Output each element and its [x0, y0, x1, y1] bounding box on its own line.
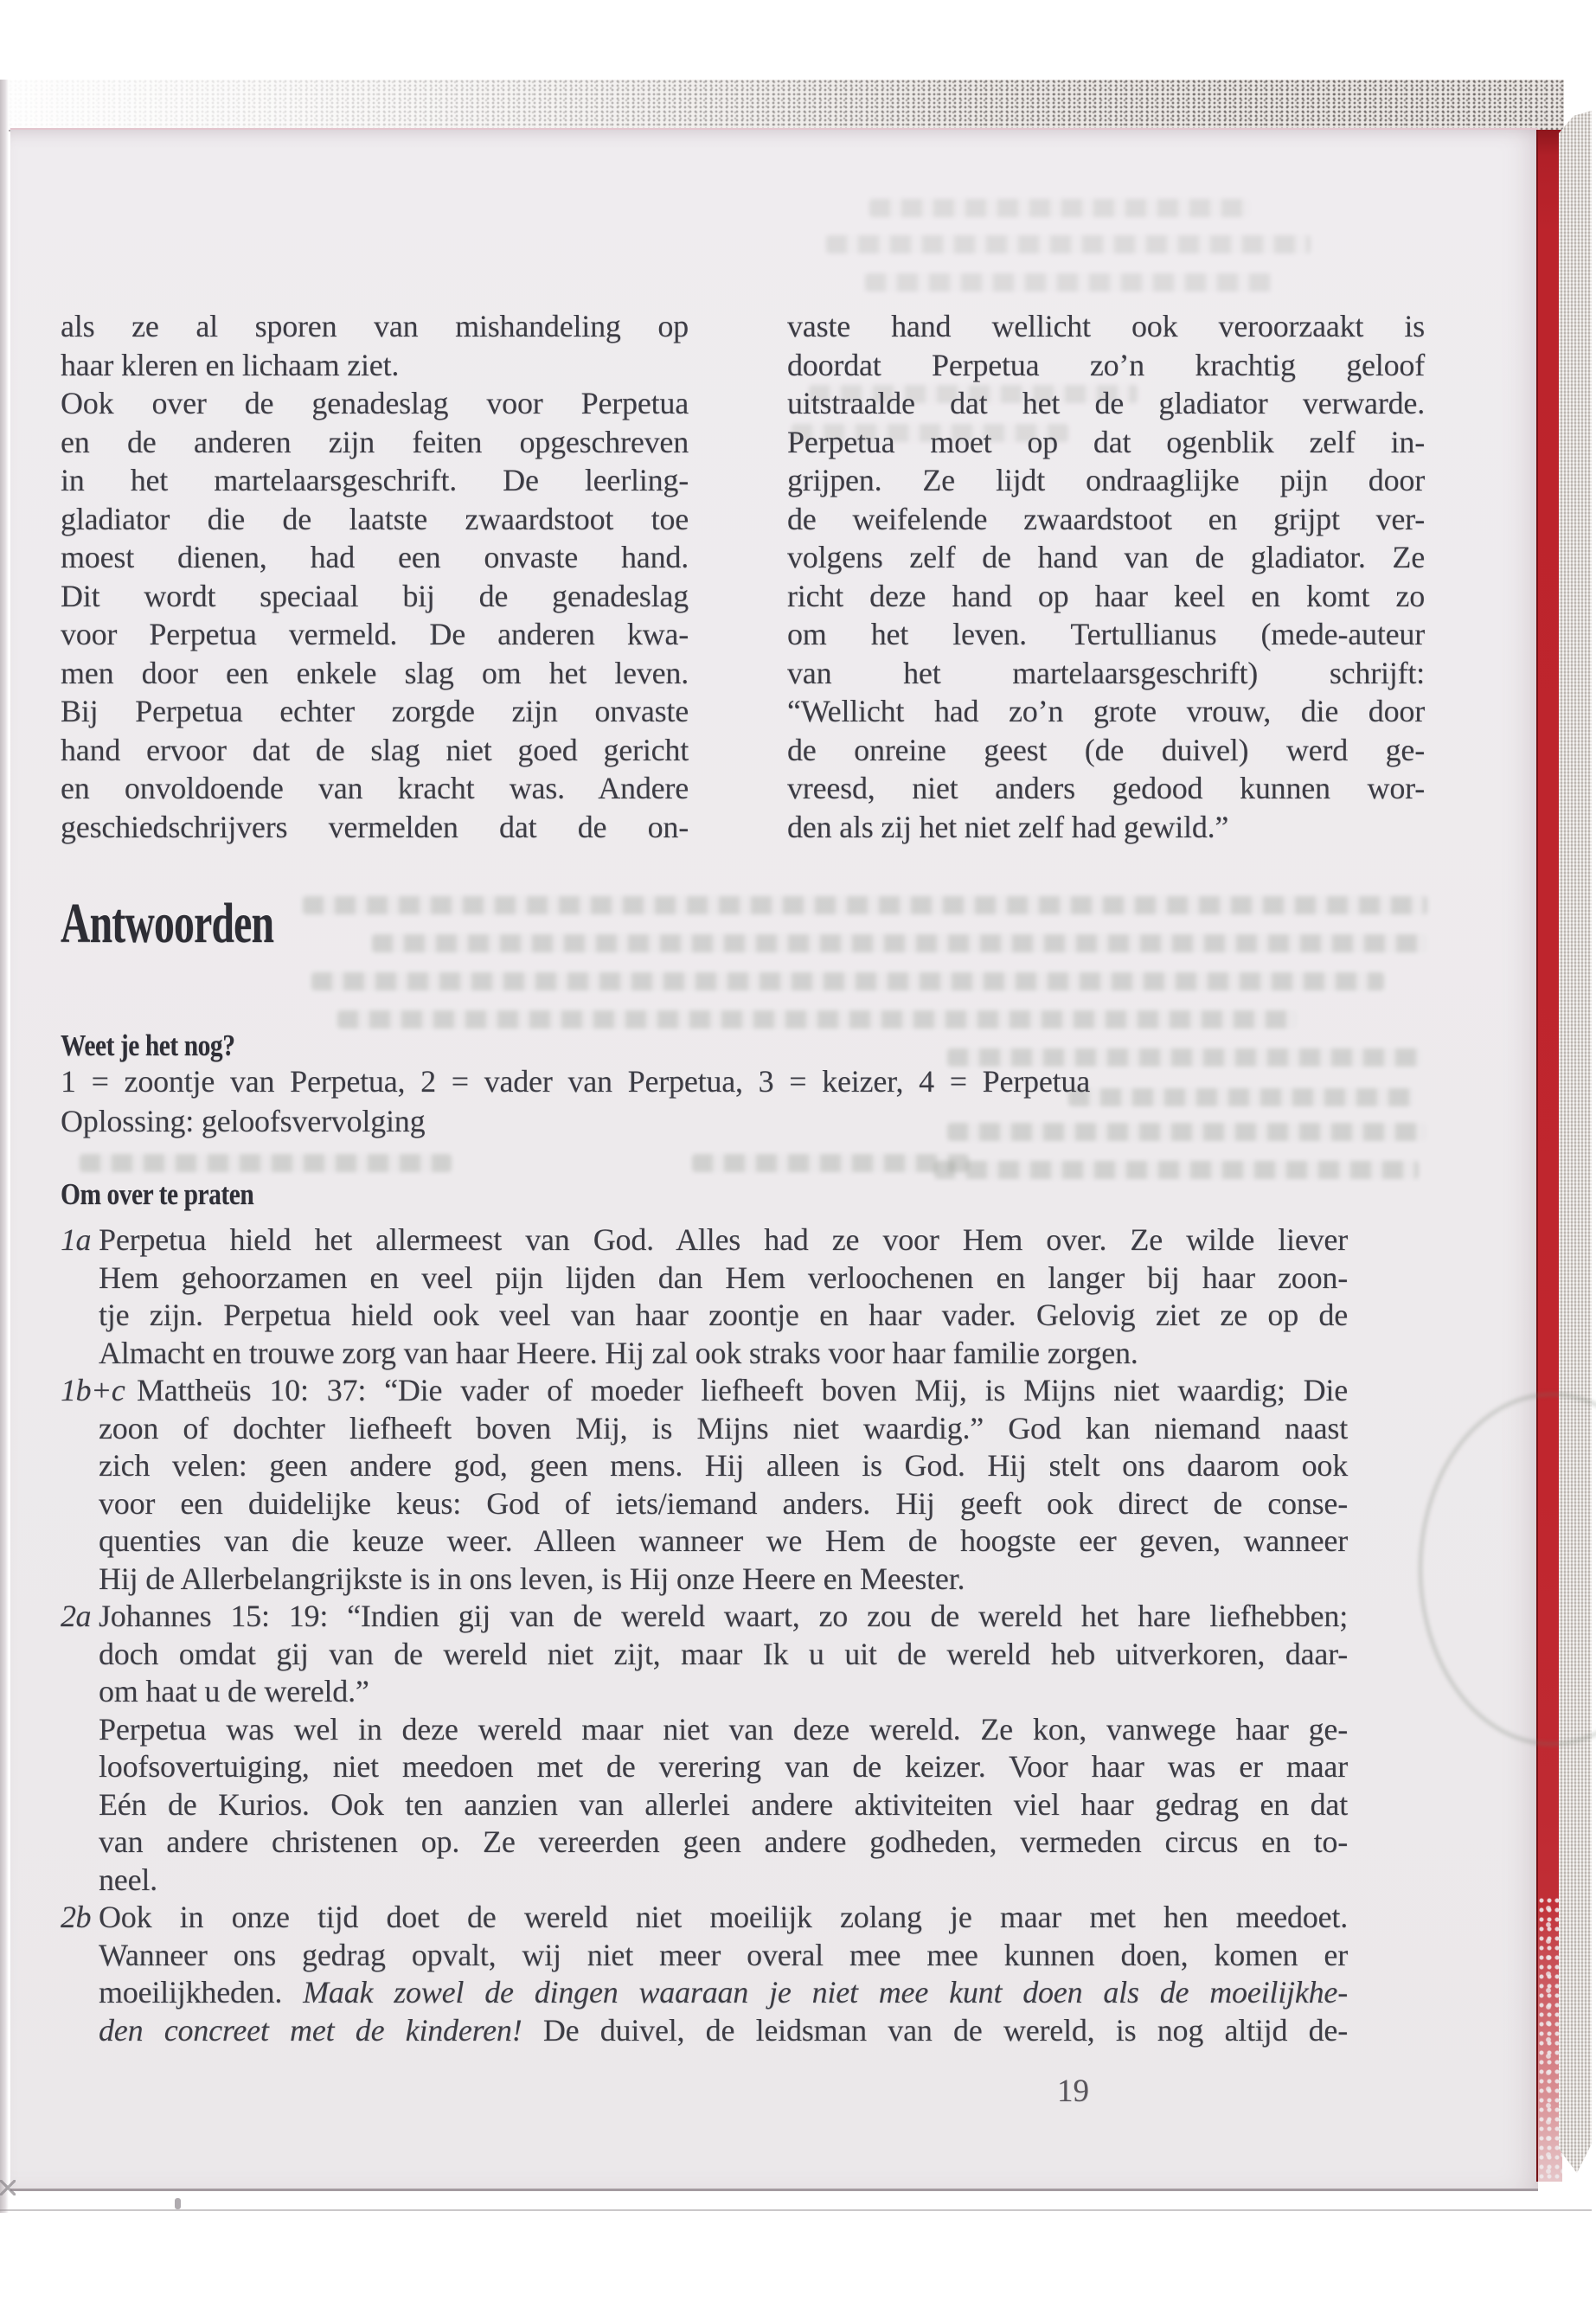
text-line: men door een enkele slag om het leven. [61, 655, 689, 690]
text-line: loofsovertuiging, niet meedoen met de verering van de keizer. Voor haar was er maar [99, 1749, 1348, 1784]
text-line: haar kleren en lichaam ziet. [61, 347, 400, 382]
bleed-through-text [311, 972, 1384, 990]
item-label: 1b+c [61, 1373, 125, 1407]
text-line: Ook in onze tijd doet de wereld niet moeilijk zolang je maar met hen meedoet. [99, 1900, 1348, 1934]
item-label: 2a [61, 1599, 91, 1633]
bleed-through-text [869, 199, 1250, 217]
text-line: moeilijkheden. Maak zowel de dingen waaraan je niet mee kunt doen als de moeilijkhe- [99, 1975, 1348, 2009]
page-number: 19 [1057, 2073, 1089, 2109]
answers-title: Antwoorden [61, 892, 274, 955]
text-line: Eén de Kurios. Ook ten aanzien van allerlei andere aktiviteiten viel haar gedrag en dat [99, 1786, 1348, 1822]
quiz-answer-line: 1 = zoontje van Perpetua, 2 = vader van Perpetua, 3 = keizer, 4 = Perpetua [61, 1064, 1090, 1099]
text-line: grijpen. Ze lijdt ondraaglijke pijn door [787, 463, 1425, 497]
text-line: Perpetua was wel in deze wereld maar niet van deze wereld. Ze kon, vanwege haar ge- [99, 1711, 1348, 1747]
text-line: in het martelaarsgeschrift. De leerling- [61, 463, 689, 497]
text-line: tje zijn. Perpetua hield ook veel van haar zoontje en haar vader. Gelovig ziet ze op de [99, 1298, 1348, 1332]
text-line: Perpetua moet op dat ogenblik zelf in- [787, 424, 1425, 459]
text-line: de weifelende zwaardstoot en grijpt ver- [787, 501, 1425, 536]
bleed-through-text [337, 1010, 1298, 1029]
text-line: hand ervoor dat de slag niet goed gericht [61, 732, 689, 767]
text-line: Wanneer ons gedrag opvalt, wij niet meer overal mee mee kunnen doen, komen er [99, 1937, 1348, 1972]
text-line: als ze al sporen van mishandeling op [61, 309, 689, 343]
item-lines [99, 1899, 1348, 2049]
text-line: “Wellicht had zo’n grote vrouw, die door [787, 694, 1425, 728]
text-line: Mattheüs 10: 37: “Die vader of moeder liefheeft boven Mij, is Mijns niet waardig; Die [137, 1373, 1348, 1407]
bleed-through-text [826, 235, 1311, 253]
text-line: om het leven. Tertullianus (mede-auteur [787, 617, 1425, 651]
text-line: geschiedschrijvers vermelden dat de on- [61, 809, 689, 844]
text-line: vreesd, niet anders gedood kunnen wor- [787, 771, 1425, 805]
bleed-through-text [692, 1154, 969, 1172]
item-lines [99, 1372, 1348, 1598]
text-line: voor Perpetua vermeld. De anderen kwa- [61, 617, 689, 651]
item-lines [99, 1598, 1348, 1899]
quiz-solution-line: Oplossing: geloofsvervolging [61, 1104, 426, 1138]
bleed-through-text [865, 273, 1272, 292]
discussion-item [61, 1899, 1348, 2049]
text-line: neel. [99, 1862, 157, 1897]
discussion-item [61, 1372, 1348, 1598]
text-line: en onvoldoende van kracht was. Andere [61, 771, 689, 805]
text-line: zich velen: geen andere god, geen mens. Hij alleen is God. Hij stelt ons daarom ook [99, 1448, 1348, 1483]
text-line: quenties van die keuze weer. Alleen wanneer we Hem de hoogste eer geven, wanneer [99, 1523, 1348, 1558]
bleed-through-text [1068, 1088, 1414, 1106]
discussion-items [61, 1221, 1348, 2049]
scanner-seam-line [0, 2209, 1592, 2211]
text-line: gladiator die de laatste zwaardstoot toe [61, 501, 689, 536]
text-line: volgens zelf de hand van de gladiator. Ze [787, 540, 1425, 574]
text-line: richt deze hand op haar keel en komt zo [787, 578, 1425, 613]
text-line: uitstraalde dat het de gladiator verwarde. [787, 386, 1425, 420]
page-left-edge-shadow [0, 80, 9, 2213]
text-line: Hij de Allerbelangrijkste is in ons leven, is Hij onze Heere en Meester. [99, 1561, 965, 1596]
item-label: 1a [61, 1222, 91, 1257]
bleed-through-text [934, 1161, 1419, 1179]
discussion-item [61, 1598, 1348, 1899]
item-lines [99, 1221, 1348, 1372]
text-line: vaste hand wellicht ook veroorzaakt is [787, 309, 1425, 343]
quiz-heading: Weet je het nog? [61, 1029, 235, 1062]
text-line: de onreine geest (de duivel) werd ge- [787, 732, 1425, 767]
text-line: Bij Perpetua echter zorgde zijn onvaste [61, 694, 689, 728]
text-line: voor een duidelijke keus: God of iets/iemand anders. Hij geeft ook direct de conse- [99, 1485, 1348, 1521]
bleed-through-text [80, 1154, 452, 1172]
text-line: Hem gehoorzamen en veel pijn lijden dan Hem verloochenen en langer bij haar zoon- [99, 1259, 1348, 1295]
stray-mark [175, 2198, 181, 2209]
text-line: moest dienen, had een onvaste hand. [61, 540, 689, 574]
discussion-heading: Om over te praten [61, 1177, 254, 1211]
book-cover-linen-edge [1559, 111, 1592, 2173]
red-edge-wear [1538, 1896, 1562, 2182]
registration-mark [0, 2180, 16, 2195]
article-column-left [61, 307, 689, 846]
text-line: doch omdat gij van de wereld niet zijt, maar Ik u uit de wereld heb uitverkoren, daar- [99, 1636, 1348, 1671]
text-line: om haat u de wereld.” [99, 1674, 369, 1708]
bleed-through-text [372, 934, 1427, 952]
text-line: Ook over de genadeslag voor Perpetua [61, 386, 689, 420]
bleed-through-text [303, 896, 1427, 914]
text-line: Johannes 15: 19: “Indien gij van de wereld waart, zo zou de wereld het hare liefhebben; [99, 1599, 1348, 1633]
article-column-right [787, 307, 1425, 846]
text-line: van het martelaarsgeschrift) schrijft: [787, 655, 1425, 690]
book-top-edge-texture [9, 80, 1564, 131]
item-label: 2b [61, 1900, 91, 1934]
text-line: zoon of dochter liefheeft boven Mij, is Mijns niet waardig.” God kan niemand naast [99, 1410, 1348, 1445]
text-line: doordat Perpetua zo’n krachtig geloof [787, 347, 1425, 382]
text-line: en de anderen zijn feiten opgeschreven [61, 424, 689, 459]
text-line: Dit wordt speciaal bij de genadeslag [61, 578, 689, 613]
discussion-item [61, 1221, 1348, 1372]
text-line: den concreet met de kinderen! De duivel, de leidsman van de wereld, is nog altijd de- [99, 2012, 1348, 2048]
book-red-edge [1536, 130, 1562, 2182]
text-line: van andere christenen op. Ze vereerden geen andere godheden, vermeden circus en to- [99, 1824, 1348, 1859]
text-line: Perpetua hield het allermeest van God. Alles had ze voor Hem over. Ze wilde liever [99, 1222, 1348, 1257]
text-line: den als zij het niet zelf had gewild.” [787, 809, 1229, 844]
text-line: Almacht en trouwe zorg van haar Heere. Hij zal ook straks voor haar familie zorgen. [99, 1335, 1138, 1370]
